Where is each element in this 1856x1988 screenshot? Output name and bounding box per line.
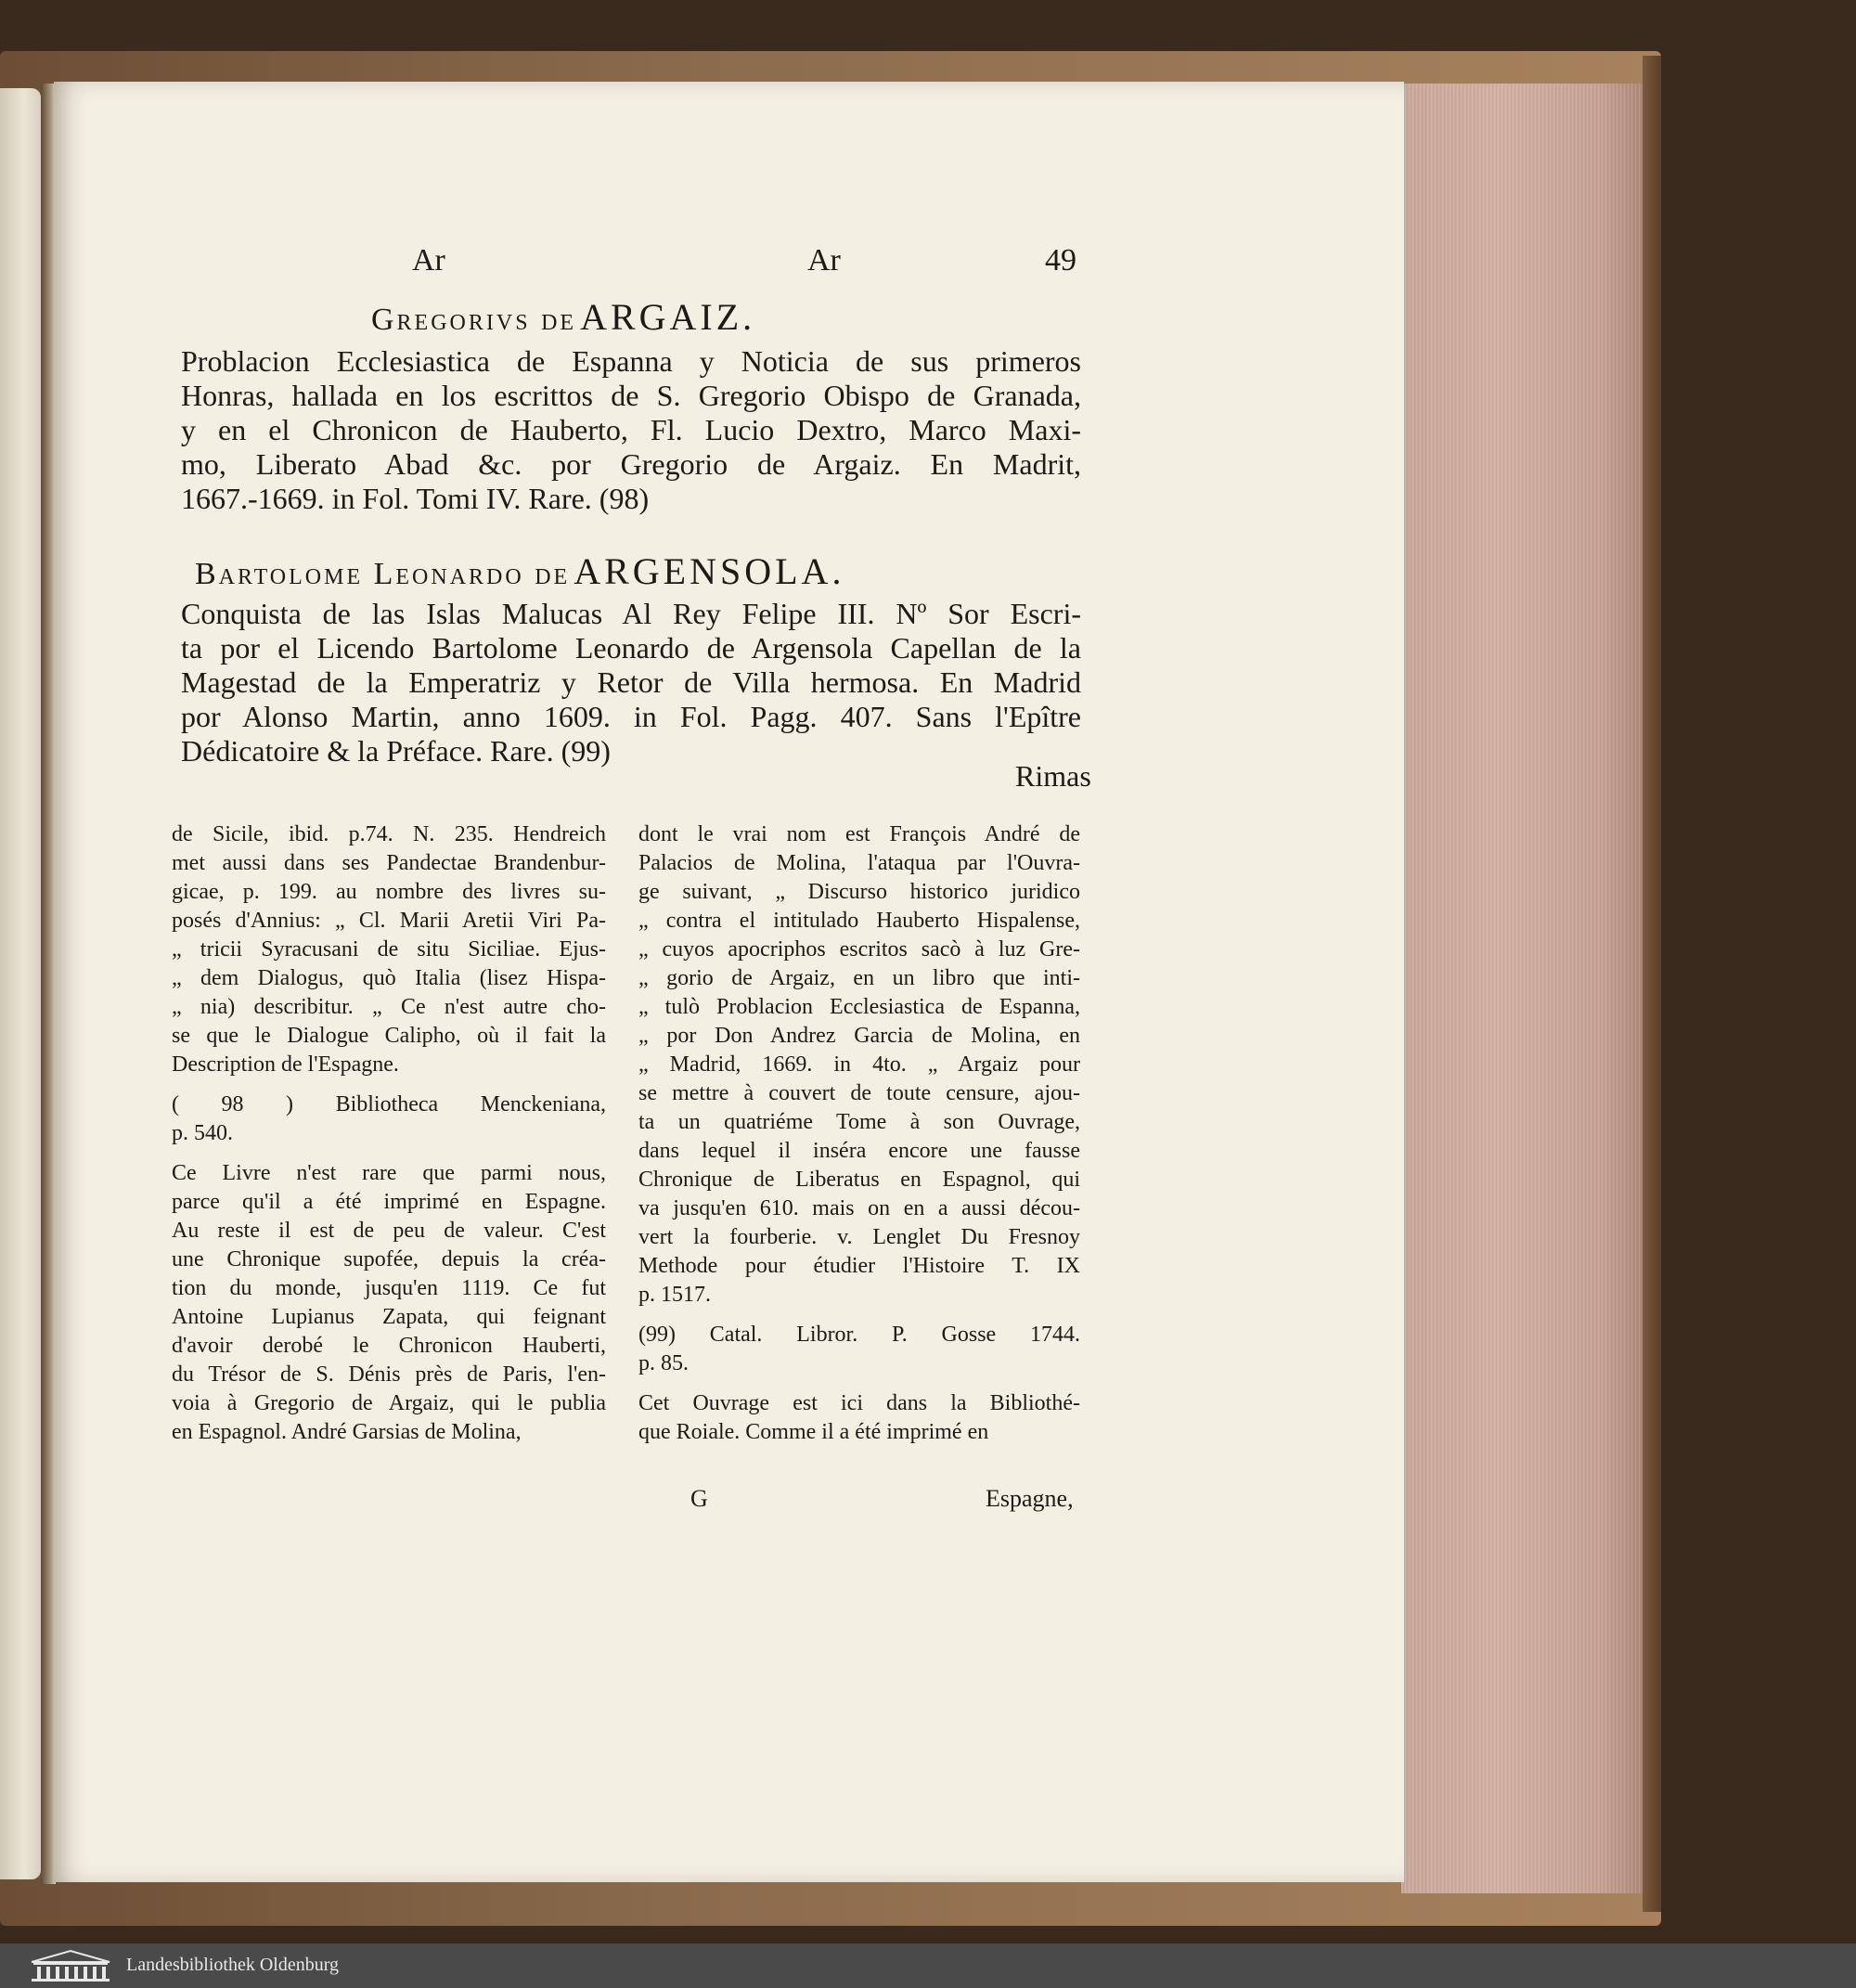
text-line: „ gorio de Argaiz, en un libro que inti- — [638, 966, 1080, 990]
footer-institution: Landesbibliothek Oldenburg — [126, 1955, 340, 1975]
text-line: se mettre à couvert de toute censure, ajou- — [638, 1081, 1080, 1105]
blank-line — [172, 1079, 606, 1091]
text-line: dont le vrai nom est François André de — [638, 822, 1080, 846]
text-line: Ce Livre n'est rare que parmi nous, — [172, 1161, 606, 1185]
heading-name: Bartolome Leonardo de — [195, 557, 571, 591]
text-line: mo, Liberato Abad &c. por Gregorio de Argaiz. En Madrit, — [181, 447, 1081, 481]
entry-heading-argaiz — [371, 295, 755, 339]
text-line: „ nia) describitur. „ Ce n'est autre cho- — [172, 995, 606, 1019]
text-line: Cet Ouvrage est ici dans la Bibliothé- — [638, 1391, 1080, 1415]
text-line: Palacios de Molina, l'ataqua par l'Ouvra- — [638, 851, 1080, 875]
footnote-column-left — [172, 820, 606, 1447]
text-line: „ tricii Syracusani de situ Siciliae. Ejus- — [172, 937, 606, 962]
page-block-fore-edge — [1401, 84, 1652, 1893]
text-line: va jusqu'en 610. mais on en a aussi décou- — [638, 1196, 1080, 1220]
text-line: Description de l'Espagne. — [172, 1052, 399, 1077]
running-head-left: Ar — [412, 243, 445, 278]
text-line: Antoine Lupianus Zapata, qui feignant — [172, 1305, 606, 1329]
text-line: Au reste il est de peu de valeur. C'est — [172, 1219, 606, 1243]
text-line: posés d'Annius: „ Cl. Marii Aretii Viri Pa- — [172, 909, 606, 933]
text-line: parce qu'il a été imprimé en Espagne. — [172, 1190, 606, 1214]
text-line: Conquista de las Islas Malucas Al Rey Felipe III. Nº Sor Escri- — [181, 597, 1081, 630]
text-line: gicae, p. 199. au nombre des livres su- — [172, 880, 606, 904]
text-line: Chronique de Liberatus en Espagnol, qui — [638, 1168, 1080, 1192]
text-line: p. 540. — [172, 1121, 233, 1145]
signature-mark: G — [690, 1485, 708, 1512]
text-line: 1667.-1669. in Fol. Tomi IV. Rare. (98) — [181, 482, 650, 515]
text-line: Problacion Ecclesiastica de Espanna y Noticia de sus primeros — [181, 344, 1081, 378]
text-line: „ por Don Andrez Garcia de Molina, en — [638, 1024, 1080, 1048]
catchword-rimas: Rimas — [1015, 759, 1091, 793]
text-line: Dédicatoire & la Préface. Rare. (99) — [181, 734, 611, 768]
text-line: „ contra el intitulado Hauberto Hispalense, — [638, 909, 1080, 933]
text-line: tion du monde, jusqu'en 1119. Ce fut — [172, 1276, 606, 1300]
text-line: ( 98 ) Bibliotheca Menckeniana, — [172, 1092, 606, 1117]
text-line: „ dem Dialogus, quò Italia (lisez Hispa- — [172, 966, 606, 990]
text-line: se que le Dialogue Calipho, où il fait la — [172, 1024, 606, 1048]
text-line: „ cuyos apocriphos escritos sacò à luz Gre- — [638, 937, 1080, 962]
text-line: dans lequel il inséra encore une fausse — [638, 1139, 1080, 1163]
left-page-edge — [0, 88, 41, 1879]
text-line: met aussi dans ses Pandectae Brandenbur- — [172, 851, 606, 875]
text-line: ge suivant, „ Discurso historico juridico — [638, 880, 1080, 904]
blank-line — [172, 1148, 606, 1159]
footnote-column-right — [638, 820, 1080, 1447]
text-line: Magestad de la Emperatriz y Retor de Villa hermosa. En Madrid — [181, 665, 1081, 699]
heading-name: Gregorivs de — [371, 303, 577, 337]
text-line: vert la fourberie. v. Lenglet Du Fresnoy — [638, 1225, 1080, 1249]
text-line: „ Madrid, 1669. in 4to. „ Argaiz pour — [638, 1052, 1080, 1077]
text-line: y en el Chronicon de Hauberto, Fl. Lucio Dextro, Marco Maxi- — [181, 413, 1081, 446]
library-building-icon — [28, 1949, 113, 1982]
text-line: du Trésor de S. Dénis près de Paris, l'en- — [172, 1362, 606, 1387]
page-number: 49 — [1045, 243, 1076, 278]
text-line: d'avoir derobé le Chronicon Hauberti, — [172, 1334, 606, 1358]
blank-line — [638, 1310, 1080, 1321]
running-head-center: Ar — [807, 243, 841, 278]
text-line: en Espagnol. André Garsias de Molina, — [172, 1420, 522, 1444]
text-line: Honras, hallada en los escrittos de S. Gregorio Obispo de Granada, — [181, 379, 1081, 412]
cover-edge — [1643, 56, 1661, 1912]
heading-surname: ARGAIZ. — [580, 296, 756, 338]
text-line: Methode pour étudier l'Histoire T. IX — [638, 1254, 1080, 1278]
text-line: por Alonso Martin, anno 1609. in Fol. Pagg. 407. Sans l'Epître — [181, 700, 1081, 733]
text-line: ta por el Licendo Bartolome Leonardo de Argensola Capellan de la — [181, 631, 1081, 665]
entry-heading-argensola — [195, 549, 844, 593]
text-line: p. 85. — [638, 1351, 689, 1375]
heading-surname: ARGENSOLA. — [574, 550, 845, 592]
catchword-espagne: Espagne, — [986, 1485, 1074, 1512]
text-line: voia à Gregorio de Argaiz, qui le publia — [172, 1391, 606, 1415]
text-line: une Chronique supofée, depuis la créa- — [172, 1247, 606, 1272]
text-line: p. 1517. — [638, 1283, 711, 1307]
text-line: „ tulò Problacion Ecclesiastica de Espanna, — [638, 995, 1080, 1019]
text-line: que Roiale. Comme il a été imprimé en — [638, 1420, 989, 1444]
text-line: (99) Catal. Libror. P. Gosse 1744. — [638, 1323, 1080, 1347]
footer-bar — [0, 1943, 1856, 1988]
text-line: ta un quatriéme Tome à son Ouvrage, — [638, 1110, 1080, 1134]
text-line: de Sicile, ibid. p.74. N. 235. Hendreich — [172, 822, 606, 846]
blank-line — [638, 1378, 1080, 1389]
